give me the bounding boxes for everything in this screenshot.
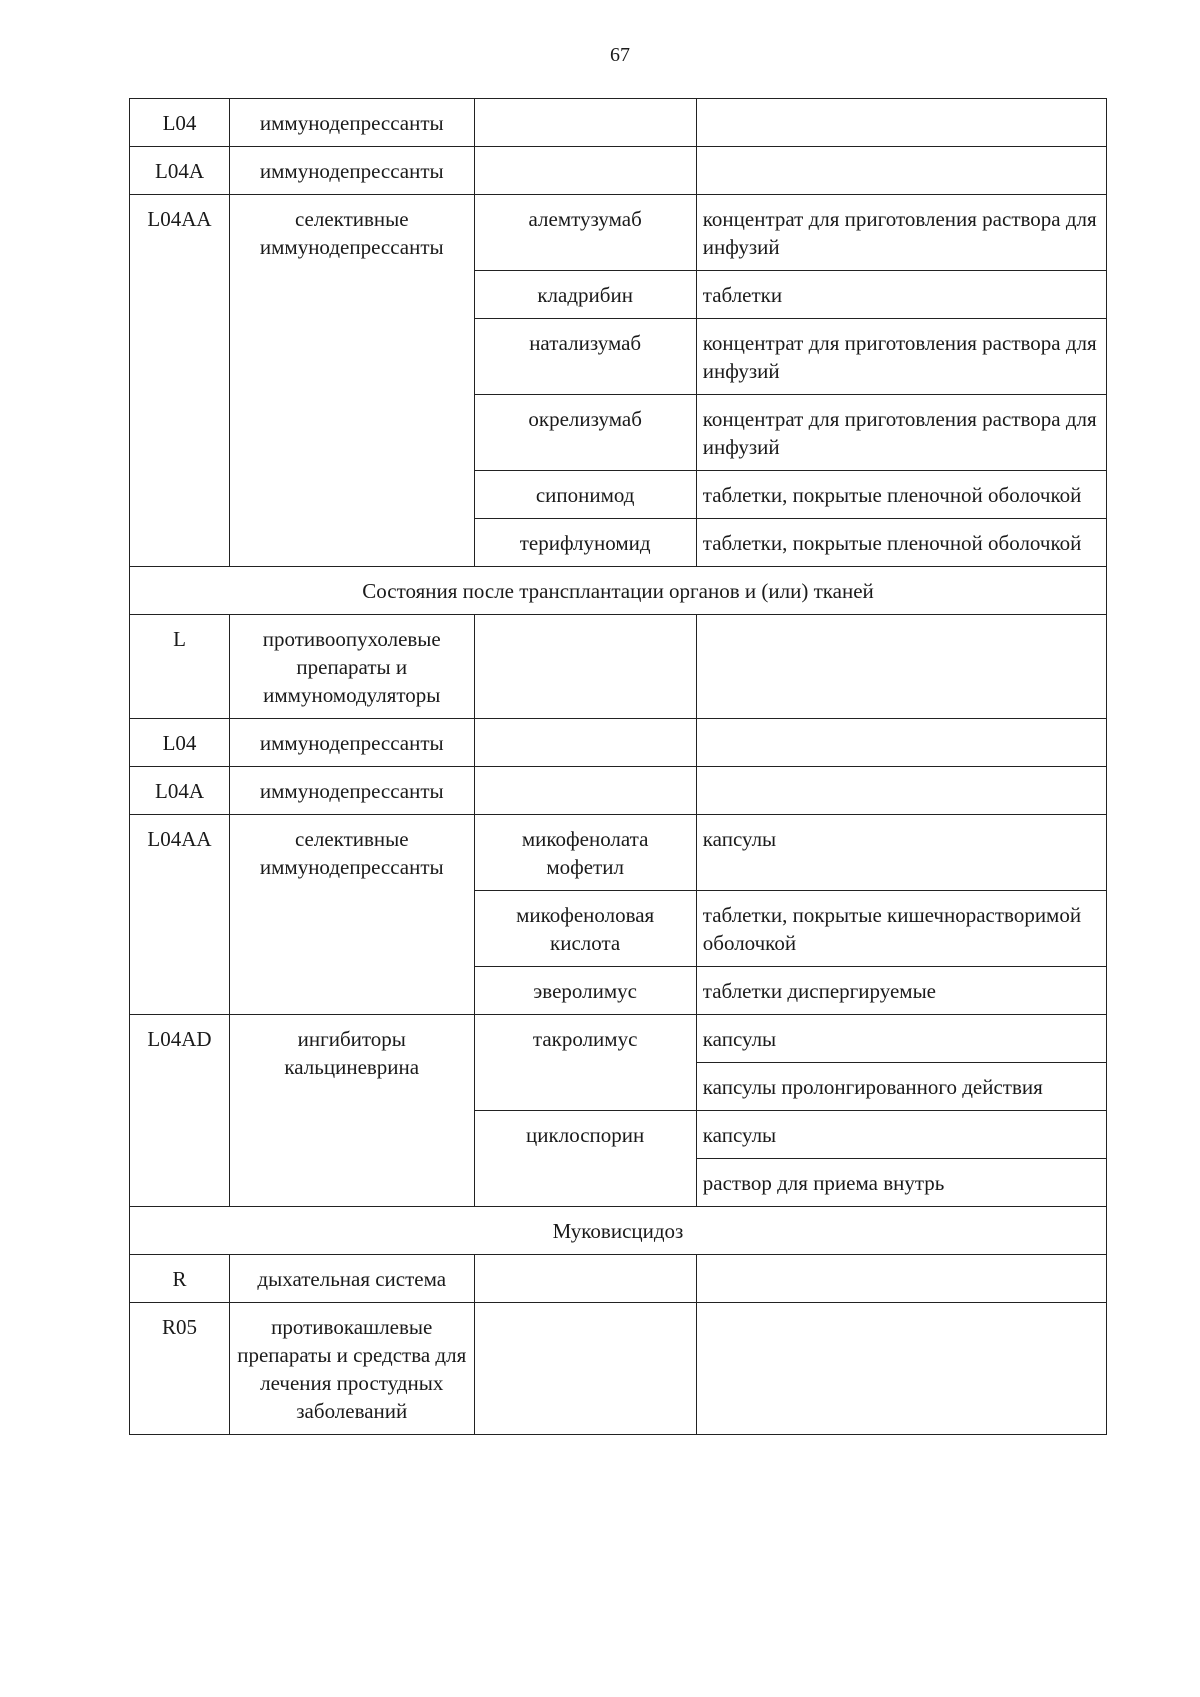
- dosage-form: таблетки: [696, 271, 1106, 319]
- table-row: [130, 1015, 1107, 1063]
- drug-name: [474, 615, 696, 719]
- dosage-form: таблетки диспергируемые: [696, 967, 1106, 1015]
- atc-code: L04A: [130, 767, 230, 815]
- table-row: [130, 615, 1107, 719]
- drug-name: [474, 719, 696, 767]
- atc-code: L04A: [130, 147, 230, 195]
- drug-name: натализумаб: [474, 319, 696, 395]
- section-heading: Состояния после трансплантации органов и (или) тканей: [130, 567, 1107, 615]
- dosage-form: [696, 615, 1106, 719]
- atc-code: L04AA: [130, 195, 230, 567]
- drug-name: циклоспорин: [474, 1111, 696, 1207]
- drug-table: [129, 98, 1107, 1435]
- drug-name: микофеноловая кислота: [474, 891, 696, 967]
- dosage-form: капсулы: [696, 1015, 1106, 1063]
- dosage-form: [696, 719, 1106, 767]
- atc-code: L04: [130, 99, 230, 147]
- dosage-form: [696, 147, 1106, 195]
- dosage-form: таблетки, покрытые кишечнорастворимой оболочкой: [696, 891, 1106, 967]
- dosage-form: капсулы: [696, 815, 1106, 891]
- group-name: иммунодепрессанты: [230, 767, 475, 815]
- group-name: иммунодепрессанты: [230, 99, 475, 147]
- table-row: [130, 147, 1107, 195]
- drug-name: эверолимус: [474, 967, 696, 1015]
- dosage-form: [696, 767, 1106, 815]
- group-name: ингибиторы кальциневрина: [230, 1015, 475, 1207]
- group-name: иммунодепрессанты: [230, 719, 475, 767]
- group-name: противокашлевые препараты и средства для лечения простудных заболеваний: [230, 1303, 475, 1435]
- group-name: селективные иммунодепрессанты: [230, 195, 475, 567]
- group-name: селективные иммунодепрессанты: [230, 815, 475, 1015]
- drug-name: терифлуномид: [474, 519, 696, 567]
- dosage-form: таблетки, покрытые пленочной оболочкой: [696, 519, 1106, 567]
- drug-name: такролимус: [474, 1015, 696, 1111]
- atc-code: L04AA: [130, 815, 230, 1015]
- table-row: [130, 815, 1107, 891]
- section-row: [130, 1207, 1107, 1255]
- drug-name: окрелизумаб: [474, 395, 696, 471]
- dosage-form: [696, 1255, 1106, 1303]
- table-row: [130, 767, 1107, 815]
- dosage-form: капсулы: [696, 1111, 1106, 1159]
- dosage-form: концентрат для приготовления раствора для инфузий: [696, 195, 1106, 271]
- dosage-form: концентрат для приготовления раствора для инфузий: [696, 319, 1106, 395]
- group-name: противоопухолевые препараты и иммуномодуляторы: [230, 615, 475, 719]
- drug-name: алемтузумаб: [474, 195, 696, 271]
- drug-name: [474, 1255, 696, 1303]
- atc-code: L: [130, 615, 230, 719]
- group-name: иммунодепрессанты: [230, 147, 475, 195]
- drug-name: сипонимод: [474, 471, 696, 519]
- atc-code: L04AD: [130, 1015, 230, 1207]
- dosage-form: раствор для приема внутрь: [696, 1159, 1106, 1207]
- atc-code: L04: [130, 719, 230, 767]
- drug-name: [474, 1303, 696, 1435]
- table-row: [130, 719, 1107, 767]
- table-row: [130, 1303, 1107, 1435]
- dosage-form: капсулы пролонгированного действия: [696, 1063, 1106, 1111]
- table-row: [130, 195, 1107, 271]
- group-name: дыхательная система: [230, 1255, 475, 1303]
- drug-name: [474, 99, 696, 147]
- section-heading: Муковисцидоз: [130, 1207, 1107, 1255]
- dosage-form: концентрат для приготовления раствора для инфузий: [696, 395, 1106, 471]
- drug-name: кладрибин: [474, 271, 696, 319]
- section-row: [130, 567, 1107, 615]
- atc-code: R: [130, 1255, 230, 1303]
- dosage-form: таблетки, покрытые пленочной оболочкой: [696, 471, 1106, 519]
- drug-name: [474, 147, 696, 195]
- table-row: [130, 99, 1107, 147]
- drug-name: микофенолата мофетил: [474, 815, 696, 891]
- page-number: 67: [610, 44, 630, 66]
- dosage-form: [696, 99, 1106, 147]
- drug-name: [474, 767, 696, 815]
- table-row: [130, 1255, 1107, 1303]
- atc-code: R05: [130, 1303, 230, 1435]
- dosage-form: [696, 1303, 1106, 1435]
